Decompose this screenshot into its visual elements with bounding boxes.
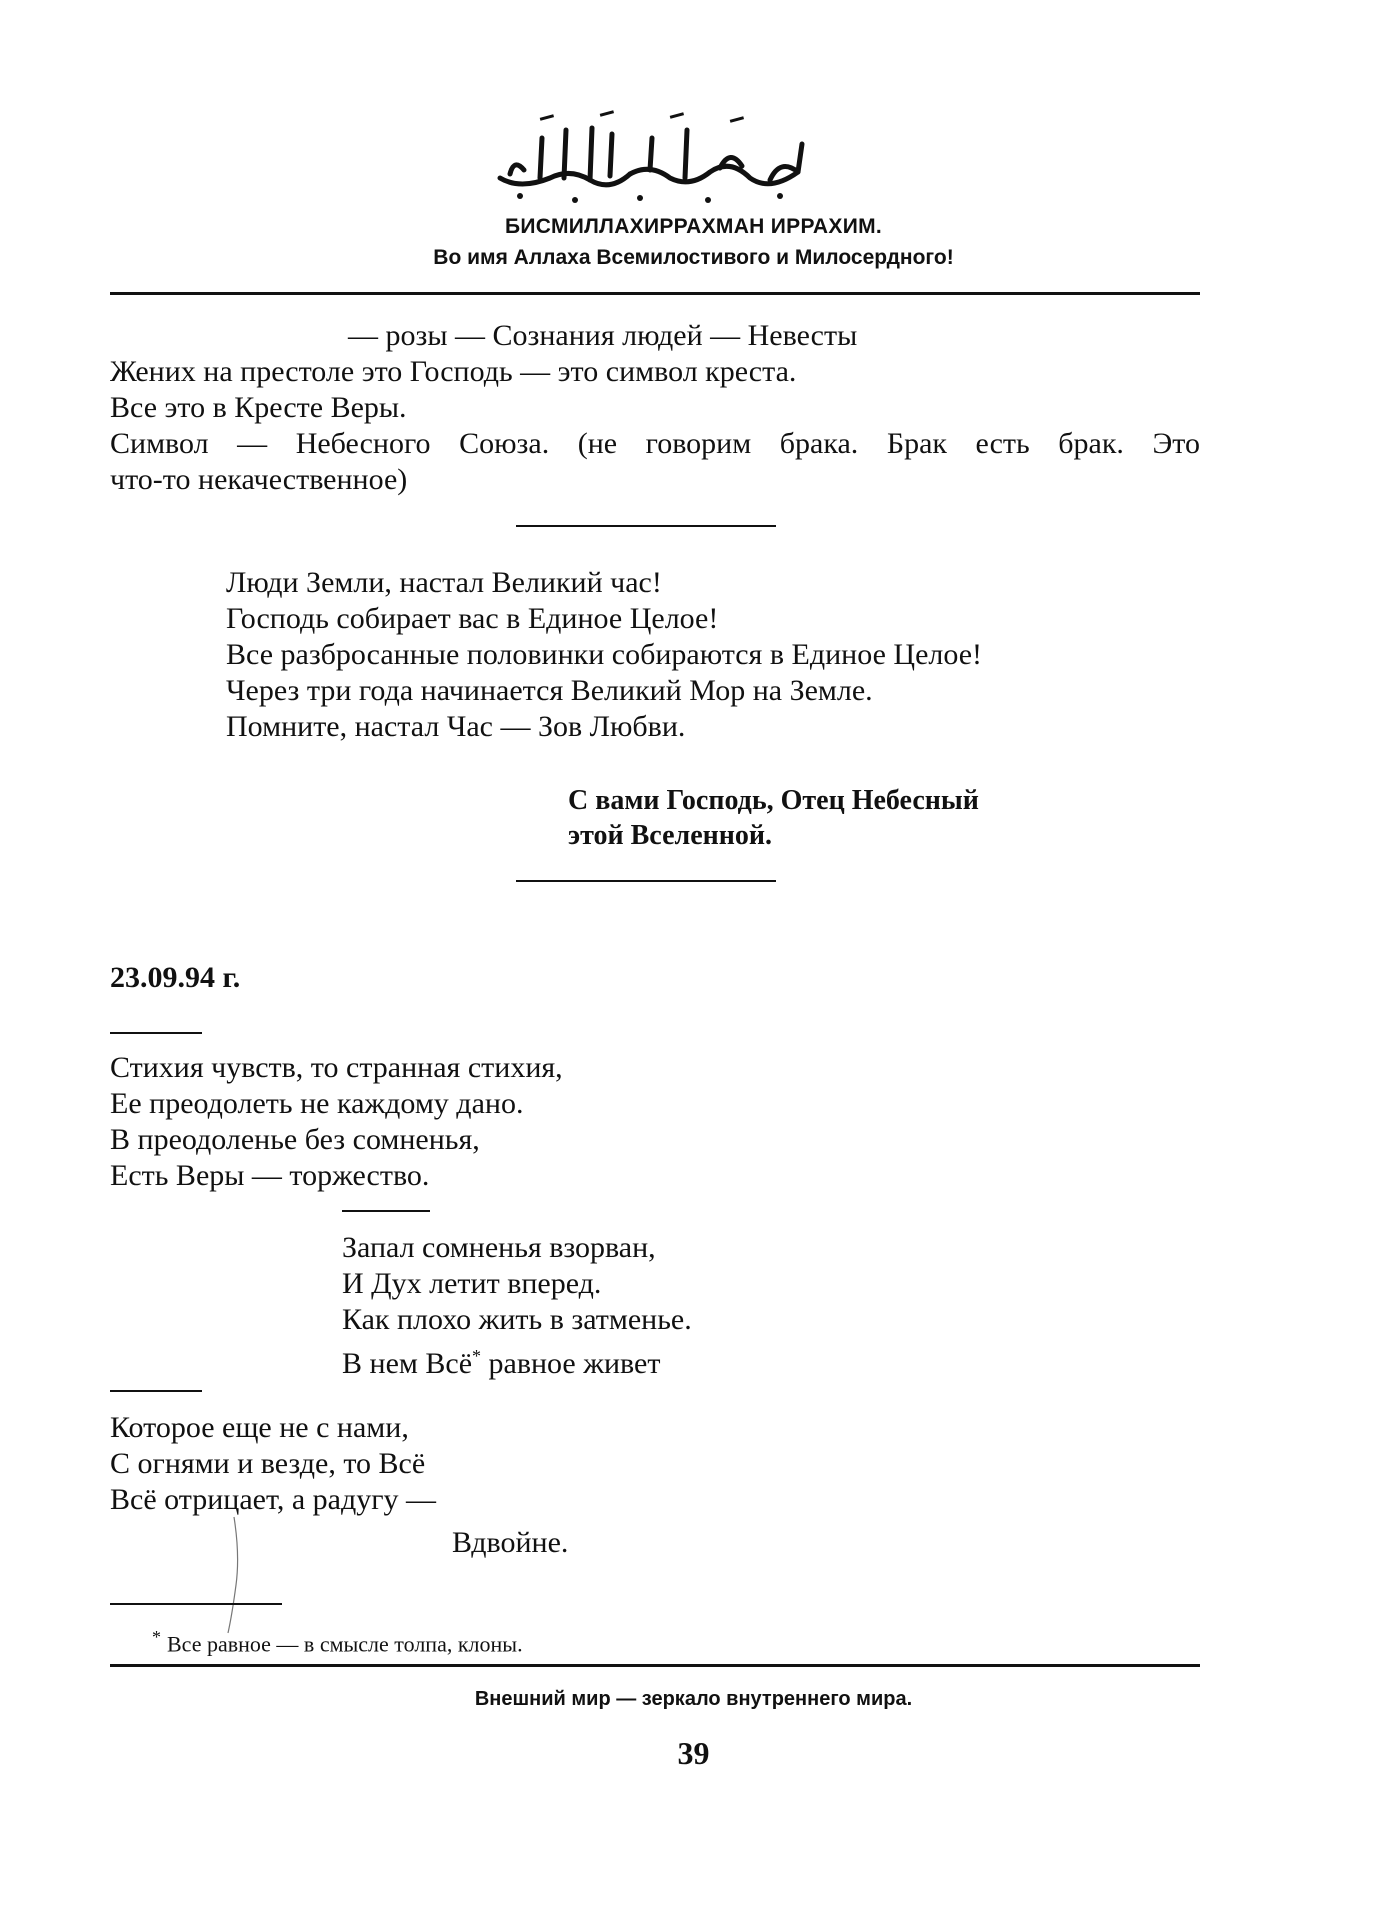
poem-divider-1 [110,1032,202,1034]
entry-date: 23.09.94 г. [110,961,241,994]
section1-line-4-text: Символ — Небесного Союза. (не говорим брака. Брак есть брак. Это [110,427,1200,460]
poem-stanza3-line-3: Всё отрицает, а радугу — [110,1483,437,1516]
poem-stanza3-line-1: Которое еще не с нами, [110,1411,409,1444]
section1-line-4 [110,426,1200,462]
poem-stanza1-line-3: В преодоленье без сомненья, [110,1123,480,1156]
header-subtitle: Во имя Аллаха Всемилостивого и Милосердного! [433,246,954,269]
section-divider-2 [516,880,776,882]
header-title: БИСМИЛЛАХИРРАХМАН ИРРАХИМ. [504,215,883,238]
footer-rule [110,1664,1200,1667]
section1-line-3: Все это в Кресте Веры. [110,391,407,424]
poem-stanza1-line-4: Есть Веры — торжество. [110,1159,430,1192]
poem-stanza1-line-1: Стихия чувств, то странная стихия, [110,1051,563,1084]
footnote-reference-mark: * [472,1346,482,1366]
basmala-calligraphy [480,108,840,213]
section1-line-1: — розы — Сознания людей — Невесты [348,319,858,352]
poem-stanza2-line-1: Запал сомненья взорван, [342,1231,656,1264]
poem-stanza2-line-4-end: равное живет [481,1347,661,1380]
message-line-1: Люди Земли, настал Великий час! [226,566,662,599]
message-line-2: Господь собирает вас в Единое Целое! [226,602,719,635]
section1-line-5: что-то некачественное) [110,463,408,496]
poem-divider-2 [342,1210,430,1212]
poem-stanza2-line-2: И Дух летит вперед. [342,1267,602,1300]
poem-divider-3 [110,1390,202,1392]
poem-stanza2-line-4-start: В нем Всё [342,1347,473,1380]
section-divider-1 [516,525,776,527]
section1-line-2: Жених на престоле это Господь — это символ креста. [110,355,797,388]
message-line-3: Все разбросанные половинки собираются в Единое Целое! [226,638,983,671]
poem-stanza1-line-2: Ее преодолеть не каждому дано. [110,1087,524,1120]
footer-motto: Внешний мир — зеркало внутреннего мира. [474,1688,913,1710]
poem-stanza3-line-4: Вдвойне. [452,1526,569,1559]
pencil-mark [226,1515,246,1635]
footnote-rule [110,1603,282,1605]
message-line-5: Помните, настал Час — Зов Любви. [226,710,686,743]
message-line-4: Через три года начинается Великий Мор на Земле. [226,674,873,707]
page-number: 39 [677,1735,710,1771]
message-signature-1: С вами Господь, Отец Небесный [568,785,979,816]
poem-stanza2-line-3: Как плохо жить в затменье. [342,1303,692,1336]
poem-stanza2-line-4 [342,1338,660,1382]
footnote-text: Все равное — в смысле толпа, клоны. [167,1631,523,1657]
message-signature-2: этой Вселенной. [568,820,773,851]
footnote [152,1627,523,1657]
footnote-marker: * [152,1627,161,1647]
header-rule [110,292,1200,295]
poem-stanza3-line-2: С огнями и везде, то Всё [110,1447,426,1480]
